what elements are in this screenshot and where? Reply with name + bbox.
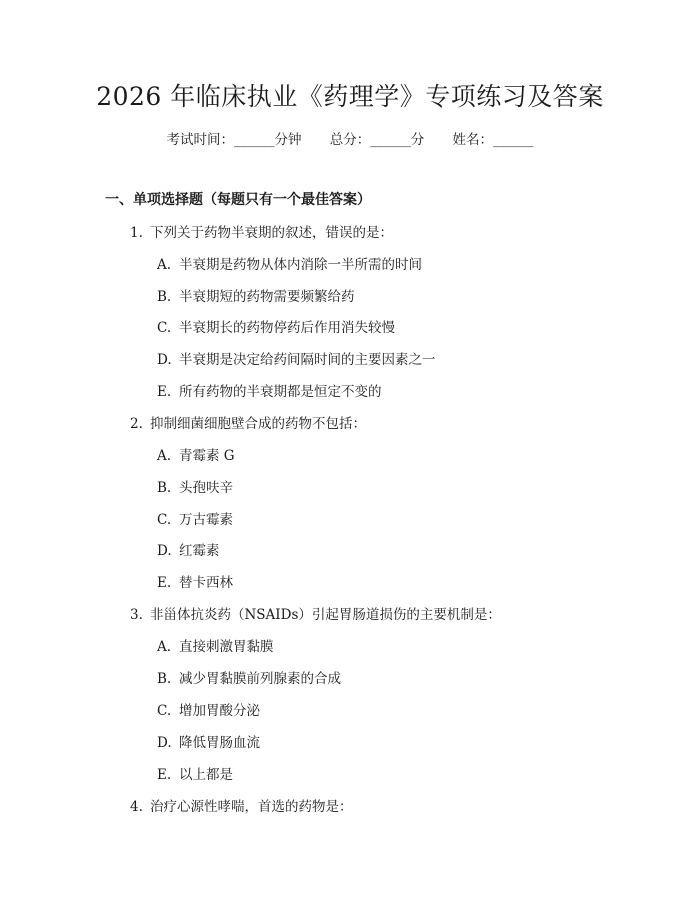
option-2a bbox=[157, 446, 235, 466]
question-1 bbox=[130, 223, 393, 243]
option-text: 以上都是 bbox=[179, 767, 233, 783]
option-2d bbox=[157, 541, 220, 561]
option-text: 所有药物的半衰期都是恒定不变的 bbox=[179, 384, 382, 400]
question-text: 抑制细菌细胞壁合成的药物不包括： bbox=[150, 416, 366, 432]
option-text: 万古霉素 bbox=[179, 512, 233, 528]
option-2c bbox=[157, 510, 233, 530]
option-letter: D. bbox=[157, 735, 172, 751]
option-letter: A. bbox=[157, 448, 172, 464]
option-text: 半衰期是药物从体内消除一半所需的时间 bbox=[179, 257, 422, 273]
option-letter: E. bbox=[157, 575, 172, 591]
option-3a bbox=[157, 637, 274, 657]
option-text: 半衰期长的药物停药后作用消失较慢 bbox=[179, 320, 395, 336]
option-1b bbox=[157, 287, 355, 307]
option-3b bbox=[157, 669, 341, 689]
question-number: 2. bbox=[130, 416, 143, 432]
option-letter: D. bbox=[157, 352, 172, 368]
option-text: 红霉素 bbox=[179, 543, 220, 559]
exam-info bbox=[0, 130, 700, 150]
option-letter: B. bbox=[157, 671, 172, 687]
total-score-field: 总分：______分 bbox=[329, 132, 425, 148]
question-number: 4. bbox=[130, 799, 143, 815]
option-letter: C. bbox=[157, 703, 172, 719]
question-text: 治疗心源性哮喘，首选的药物是： bbox=[150, 799, 353, 815]
question-text: 非甾体抗炎药（NSAIDs）引起胃肠道损伤的主要机制是： bbox=[150, 607, 501, 623]
option-text: 直接刺激胃黏膜 bbox=[179, 639, 274, 655]
page-title: 2026 年临床执业《药理学》专项练习及答案 bbox=[96, 82, 604, 111]
option-text: 青霉素 G bbox=[179, 448, 235, 464]
option-letter: B. bbox=[157, 289, 172, 305]
option-letter: D. bbox=[157, 543, 172, 559]
option-text: 半衰期是决定给药间隔时间的主要因素之一 bbox=[179, 352, 436, 368]
option-text: 减少胃黏膜前列腺素的合成 bbox=[179, 671, 341, 687]
option-letter: A. bbox=[157, 639, 172, 655]
option-1c bbox=[157, 318, 395, 338]
exam-time-field: 考试时间：______分钟 bbox=[166, 132, 302, 148]
option-letter: B. bbox=[157, 480, 172, 496]
option-3d bbox=[157, 733, 260, 753]
question-number: 1. bbox=[130, 225, 143, 241]
option-letter: E. bbox=[157, 384, 172, 400]
option-letter: C. bbox=[157, 512, 172, 528]
question-2 bbox=[130, 414, 366, 434]
option-text: 增加胃酸分泌 bbox=[179, 703, 260, 719]
option-1e bbox=[157, 382, 382, 402]
option-letter: A. bbox=[157, 257, 172, 273]
option-letter: E. bbox=[157, 767, 172, 783]
section-heading: 一、单项选择题（每题只有一个最佳答案） bbox=[105, 192, 371, 208]
question-3 bbox=[130, 605, 501, 625]
option-1a bbox=[157, 255, 422, 275]
option-2e bbox=[157, 573, 233, 593]
question-number: 3. bbox=[130, 607, 143, 623]
question-4 bbox=[130, 797, 353, 817]
option-text: 降低胃肠血流 bbox=[179, 735, 260, 751]
option-letter: C. bbox=[157, 320, 172, 336]
option-text: 替卡西林 bbox=[179, 575, 233, 591]
option-3e bbox=[157, 765, 233, 785]
option-text: 头孢呋辛 bbox=[179, 480, 233, 496]
question-text: 下列关于药物半衰期的叙述，错误的是： bbox=[150, 225, 393, 241]
option-text: 半衰期短的药物需要频繁给药 bbox=[179, 289, 355, 305]
option-1d bbox=[157, 350, 436, 370]
name-field: 姓名：______ bbox=[452, 132, 534, 148]
option-3c bbox=[157, 701, 260, 721]
option-2b bbox=[157, 478, 233, 498]
